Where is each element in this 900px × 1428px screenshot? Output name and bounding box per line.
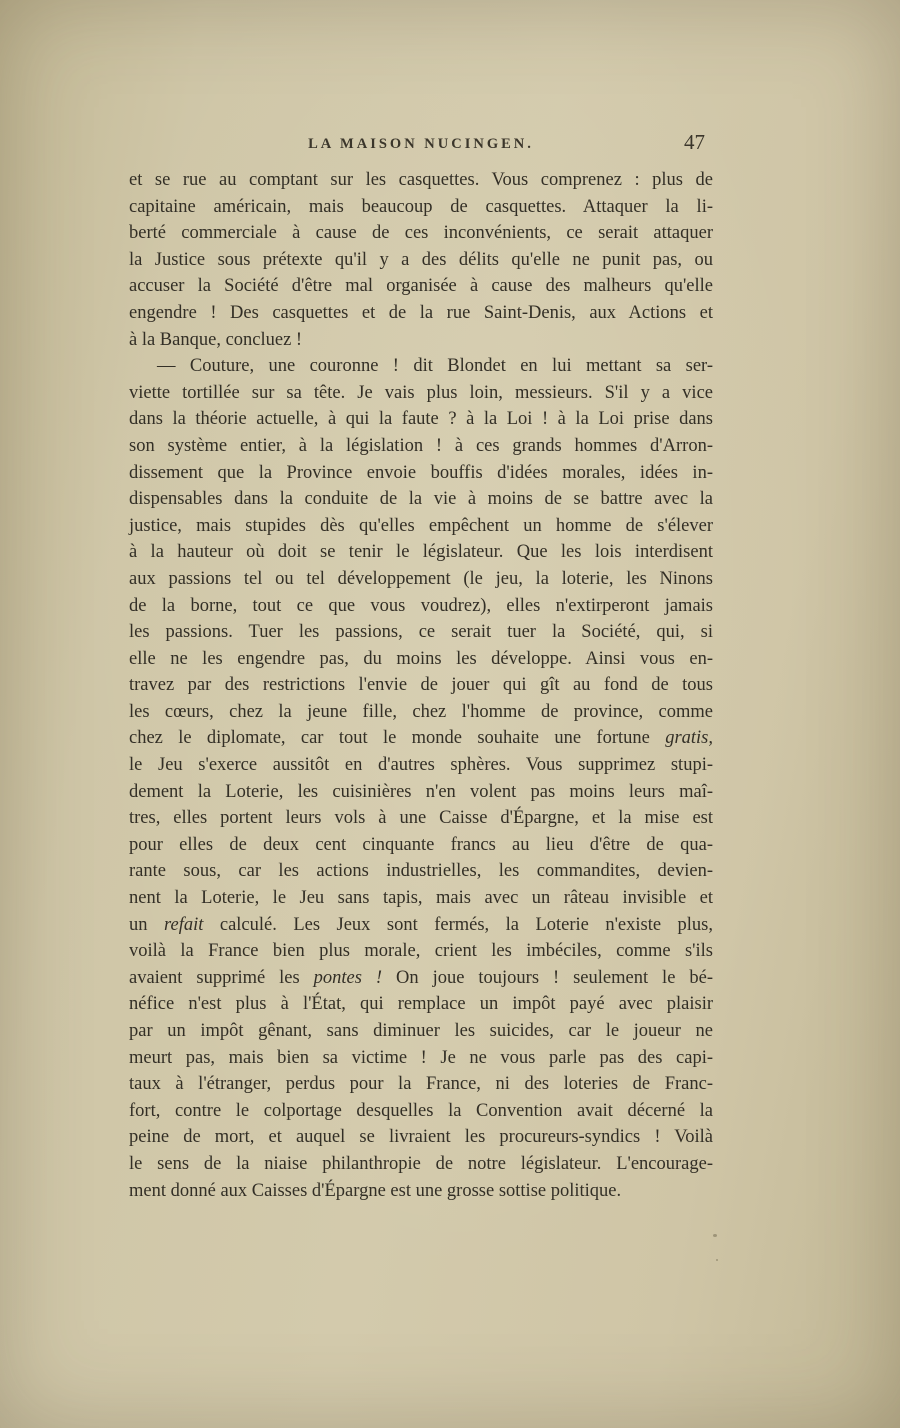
text-line	[129, 1124, 713, 1151]
text-line	[129, 380, 713, 407]
text-segment: peine de mort, et auquel se livraient les procureurs-syndics ! Voilà	[129, 1127, 713, 1148]
scan-speck	[713, 1234, 717, 1237]
text-segment: nent la Loterie, le Jeu sans tapis, mais avec un râteau invisible et	[129, 888, 713, 909]
text-segment: dement la Loterie, les cuisinières n'en volent pas moins leurs maî-	[129, 781, 713, 802]
text-block	[129, 167, 713, 1204]
text-segment: berté commerciale à cause de ces inconvénients, ce serait attaquer	[129, 223, 713, 244]
text-line	[129, 646, 713, 673]
text-segment: ment donné aux Caisses d'Épargne est une grosse sottise politique.	[129, 1180, 622, 1201]
text-line	[129, 1098, 713, 1125]
text-line	[129, 619, 713, 646]
text-segment: chez le diplomate, car tout le monde souhaite une fortune	[129, 728, 666, 749]
text-line	[129, 593, 713, 620]
text-segment: accuser la Société d'être mal organisée à cause des malheurs qu'elle	[129, 276, 713, 297]
text-segment: dispensables dans la conduite de la vie à moins de se battre avec la	[129, 489, 713, 510]
text-segment: calculé. Les Jeux sont fermés, la Loterie n'existe plus,	[203, 914, 714, 935]
text-line	[129, 672, 713, 699]
text-line	[129, 460, 713, 487]
text-line	[129, 273, 713, 300]
page-number: 47	[684, 130, 705, 154]
text-line	[129, 1151, 713, 1178]
text-segment: à la Banque, concluez !	[129, 329, 303, 350]
text-segment: et se rue au comptant sur les casquettes. Vous comprenez : plus de	[129, 170, 713, 190]
text-segment-italic: refait	[163, 914, 204, 935]
text-segment: la Justice sous prétexte qu'il y a des délits qu'elle ne punit pas, ou	[129, 249, 713, 270]
text-line	[129, 300, 713, 327]
text-line	[129, 327, 713, 354]
text-line	[129, 194, 713, 221]
scan-speck	[716, 1259, 718, 1261]
text-segment-italic: pontes !	[313, 967, 383, 988]
text-segment: — Couture, une couronne ! dit Blondet en lui mettant sa ser-	[157, 356, 713, 377]
text-segment: les passions. Tuer les passions, ce serait tuer la Société, qui, si	[129, 622, 713, 643]
running-title: LA MAISON NUCINGEN.	[308, 136, 534, 152]
text-line	[129, 832, 713, 859]
text-line	[129, 752, 713, 779]
text-line	[129, 725, 713, 752]
text-line	[129, 1045, 713, 1072]
text-line	[129, 1178, 713, 1205]
text-segment: dans la théorie actuelle, à qui la faute ? à la Loi ! à la Loi prise dans	[129, 409, 713, 430]
text-line	[129, 779, 713, 806]
text-line	[129, 938, 713, 965]
text-segment: travez par des restrictions l'envie de jouer qui gît au fond de tous	[129, 675, 713, 696]
text-segment: dissement que la Province envoie bouffis d'idées morales, idées in-	[129, 462, 713, 483]
text-segment: le Jeu s'exerce aussitôt en d'autres sphères. Vous supprimez stupi-	[129, 755, 713, 776]
text-line	[129, 353, 713, 380]
text-segment: par un impôt gênant, sans diminuer les suicides, car le joueur ne	[129, 1021, 713, 1041]
text-line	[129, 513, 713, 540]
text-line	[129, 566, 713, 593]
text-line	[129, 167, 713, 194]
text-segment: justice, mais stupides dès qu'elles empêchent un homme de s'élever	[129, 515, 713, 536]
text-segment: engendre ! Des casquettes et de la rue Saint-Denis, aux Actions et	[129, 302, 713, 323]
text-segment: un	[129, 914, 164, 935]
text-line	[129, 858, 713, 885]
page-header	[129, 130, 713, 159]
text-segment: de la borne, tout ce que vous voudrez), elles n'extirperont jamais	[129, 595, 713, 616]
text-segment: son système entier, à la législation ! à ces grands hommes d'Arron-	[129, 435, 713, 456]
text-segment: fort, contre le colportage desquelles la Convention avait décerné la	[129, 1100, 713, 1121]
text-line	[129, 406, 713, 433]
text-line	[129, 539, 713, 566]
text-segment: capitaine américain, mais beaucoup de casquettes. Attaquer la li-	[129, 196, 713, 217]
text-segment: pour elles de deux cent cinquante francs au lieu d'être de qua-	[129, 834, 713, 855]
text-segment: voilà la France bien plus morale, crient les imbéciles, comme s'ils	[129, 941, 713, 962]
text-segment: taux à l'étranger, perdus pour la France, ni des loteries de Franc-	[129, 1074, 713, 1095]
text-segment: à la hauteur où doit se tenir le législateur. Que les lois interdisent	[129, 542, 713, 563]
text-line	[129, 220, 713, 247]
text-line	[129, 885, 713, 912]
text-line	[129, 1071, 713, 1098]
text-segment: On joue toujours ! seulement le bé-	[382, 967, 713, 988]
text-line	[129, 699, 713, 726]
text-segment: les cœurs, chez la jeune fille, chez l'homme de province, comme	[129, 701, 713, 722]
text-segment-italic: gratis,	[665, 728, 713, 749]
text-line	[129, 486, 713, 513]
text-line	[129, 1018, 713, 1045]
text-segment: aux passions tel ou tel développement (le jeu, la loterie, les Ninons	[129, 568, 713, 589]
text-segment: elle ne les engendre pas, du moins les développe. Ainsi vous en-	[129, 648, 713, 669]
text-line	[129, 991, 713, 1018]
text-line	[129, 433, 713, 460]
text-segment: néfice n'est plus à l'État, qui remplace un impôt payé avec plaisir	[129, 994, 713, 1015]
text-line	[129, 912, 713, 939]
text-line	[129, 247, 713, 274]
text-segment: le sens de la niaise philanthropie de notre législateur. L'encourage-	[129, 1153, 713, 1174]
text-segment: tres, elles portent leurs vols à une Caisse d'Épargne, et la mise est	[129, 808, 713, 829]
text-segment: viette tortillée sur sa tête. Je vais plus loin, messieurs. S'il y a vice	[129, 382, 713, 403]
text-segment: avaient supprimé les	[129, 967, 314, 988]
text-line	[129, 805, 713, 832]
text-line	[129, 965, 713, 992]
text-segment: meurt pas, mais bien sa victime ! Je ne vous parle pas des capi-	[129, 1047, 713, 1068]
text-segment: rante sous, car les actions industrielles, les commandites, devien-	[129, 861, 713, 882]
